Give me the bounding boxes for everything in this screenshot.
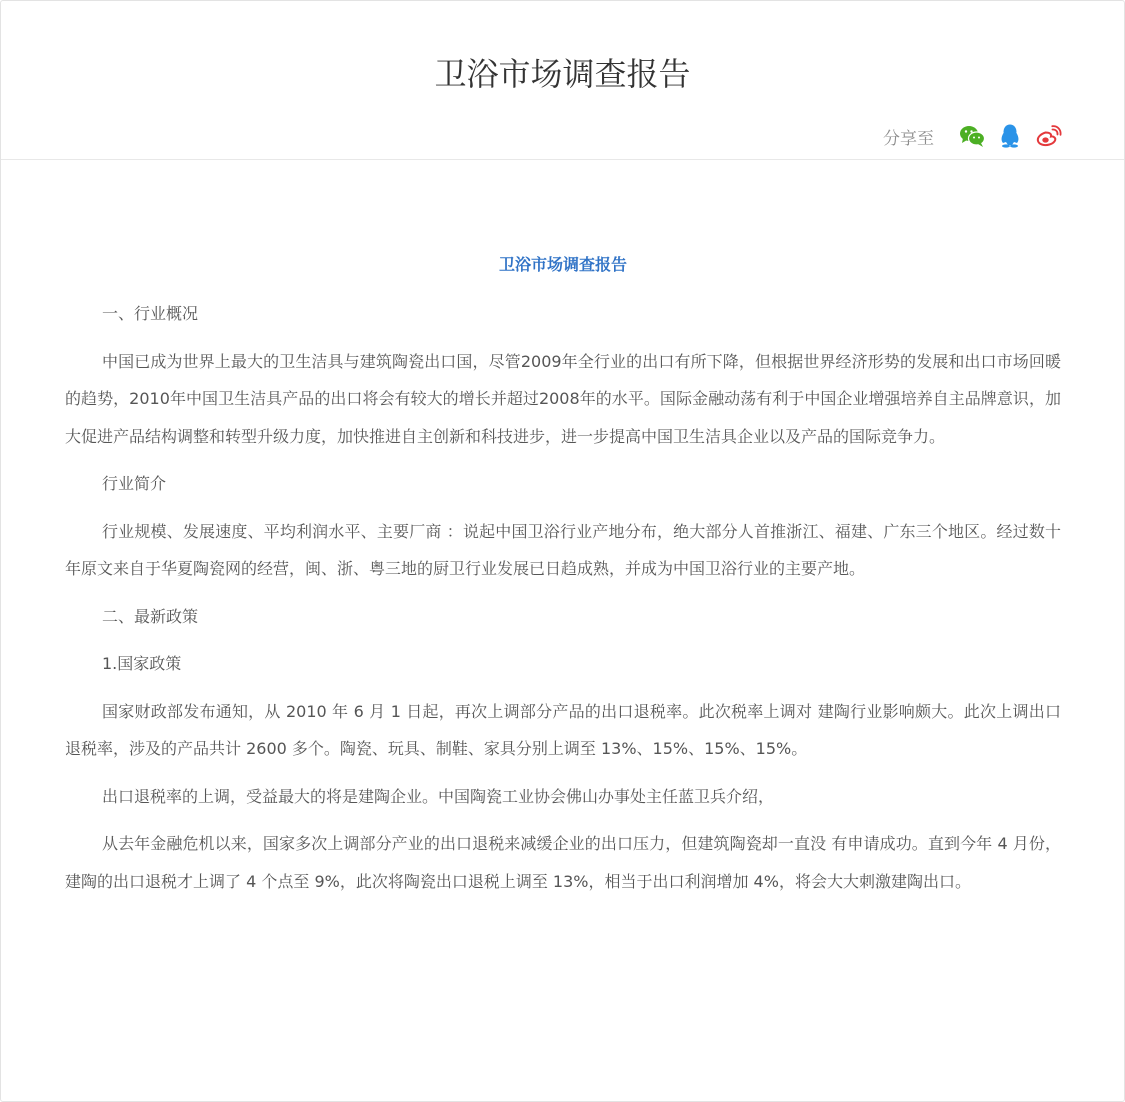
paragraph: 从去年金融危机以来，国家多次上调部分产业的出口退税来减缓企业的出口压力，但建筑陶瓷却一直没 有申请成功。直到今年 4 月份，建陶的出口退税才上调了 4 个点至 9%，此次将陶瓷出口退税上调至 13%，相当于出口利润增加 4%，将会大大刺激建陶出口。 xyxy=(65,834,1061,891)
article-title: 卫浴市场调查报告 xyxy=(498,255,627,274)
weibo-icon xyxy=(1034,122,1062,150)
qq-share-button[interactable] xyxy=(996,122,1024,150)
weibo-share-button[interactable] xyxy=(1034,122,1062,150)
paragraph: 1.国家政策 xyxy=(102,654,182,673)
page-title: 卫浴市场调查报告 xyxy=(434,55,691,93)
paragraph: 中国已成为世界上最大的卫生洁具与建筑陶瓷出口国，尽管2009年全行业的出口有所下降，但根据世界经济形势的发展和出口市场回暖的趋势，2010年中国卫生洁具产品的出口将会有较大的增长并超过2008年的水平。国际金融动荡有利于中国企业增强培养自主品牌意识，加大促进产品结构调整和转型升级力度，加快推进自主创新和科技进步，进一步提高中国卫生洁具企业以及产品的国际竞争力。 xyxy=(65,351,1061,446)
share-bar xyxy=(883,121,1062,151)
qq-icon xyxy=(996,122,1024,150)
paragraph: 国家财政部发布通知，从 2010 年 6 月 1 日起，再次上调部分产品的出口退税率。此次税率上调对 建陶行业影响颇大。此次上调出口退税率，涉及的产品共计 2600 多个。陶瓷、玩具、制鞋、家具分别上调至 13%、15%、15%、15%。 xyxy=(65,701,1061,758)
paragraph: 一、行业概况 xyxy=(102,304,199,323)
paragraph: 出口退税率的上调，受益最大的将是建陶企业。中国陶瓷工业协会佛山办事处主任蓝卫兵介绍， xyxy=(102,786,775,806)
page-header xyxy=(1,1,1124,160)
paragraph: 行业规模、发展速度、平均利润水平、主要厂商 ：说起中国卫浴行业产地分布，绝大部分人首推浙江、福建、广东三个地区。经过数十年原文来自于华夏陶瓷网的经营，闽、浙、粤三地的厨卫行业发展已日趋成熟，并成为中国卫浴行业的主要产地。 xyxy=(65,521,1061,578)
paragraph: 行业简介 xyxy=(102,474,167,493)
paragraph: 二、最新政策 xyxy=(102,606,199,626)
share-label: 分享至 xyxy=(883,128,934,149)
wechat-share-button[interactable] xyxy=(958,122,986,150)
article-body xyxy=(65,251,1061,910)
wechat-icon xyxy=(958,122,986,150)
